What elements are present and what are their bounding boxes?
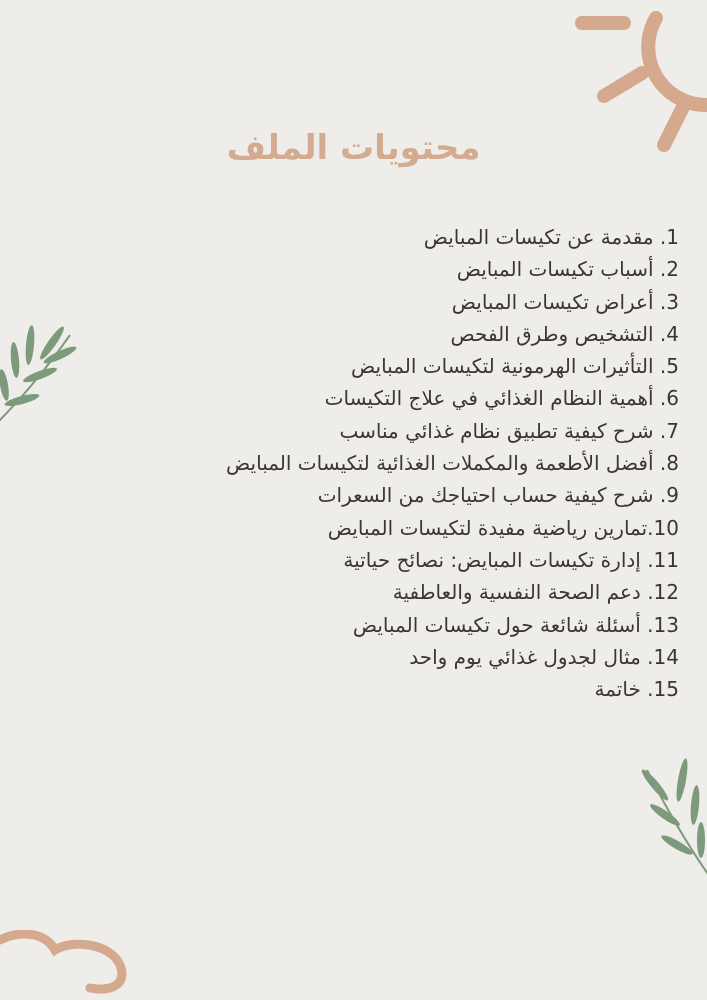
list-item: 8. أفضل الأطعمة والمكملات الغذائية لتكيسات المبايض	[226, 451, 679, 476]
list-item: 15. خاتمة	[594, 677, 679, 702]
list-item: 5. التأثيرات الهرمونية لتكيسات المبايض	[351, 354, 679, 379]
list-item: 6. أهمية النظام الغذائي في علاج التكيسات	[324, 386, 679, 411]
table-of-contents	[79, 221, 679, 705]
list-item: 11. إدارة تكيسات المبايض: نصائح حياتية	[343, 547, 679, 572]
list-item: 13. أسئلة شائعة حول تكيسات المبايض	[352, 612, 679, 637]
list-item: 12. دعم الصحة النفسية والعاطفية	[392, 580, 679, 605]
list-item: 3. أعراض تكيسات المبايض	[451, 289, 679, 314]
leaf-icon	[627, 750, 707, 890]
list-item: 14. مثال لجدول غذائي يوم واحد	[409, 644, 679, 669]
list-item: 1. مقدمة عن تكيسات المبايض	[423, 225, 679, 249]
page-title: محتويات الملف	[226, 128, 481, 168]
list-item: 10.تمارين رياضية مفيدة لتكيسات المبايض	[327, 515, 679, 540]
list-item: 7. شرح كيفية تطبيق نظام غذائي مناسب	[339, 418, 679, 443]
list-item: 2. أسباب تكيسات المبايض	[456, 257, 679, 282]
swirl-icon	[0, 930, 140, 1000]
leaf-icon	[0, 295, 85, 435]
list-item: 4. التشخيص وطرق الفحص	[450, 321, 679, 346]
list-item: 9. شرح كيفية حساب احتياجك من السعرات	[317, 483, 679, 508]
